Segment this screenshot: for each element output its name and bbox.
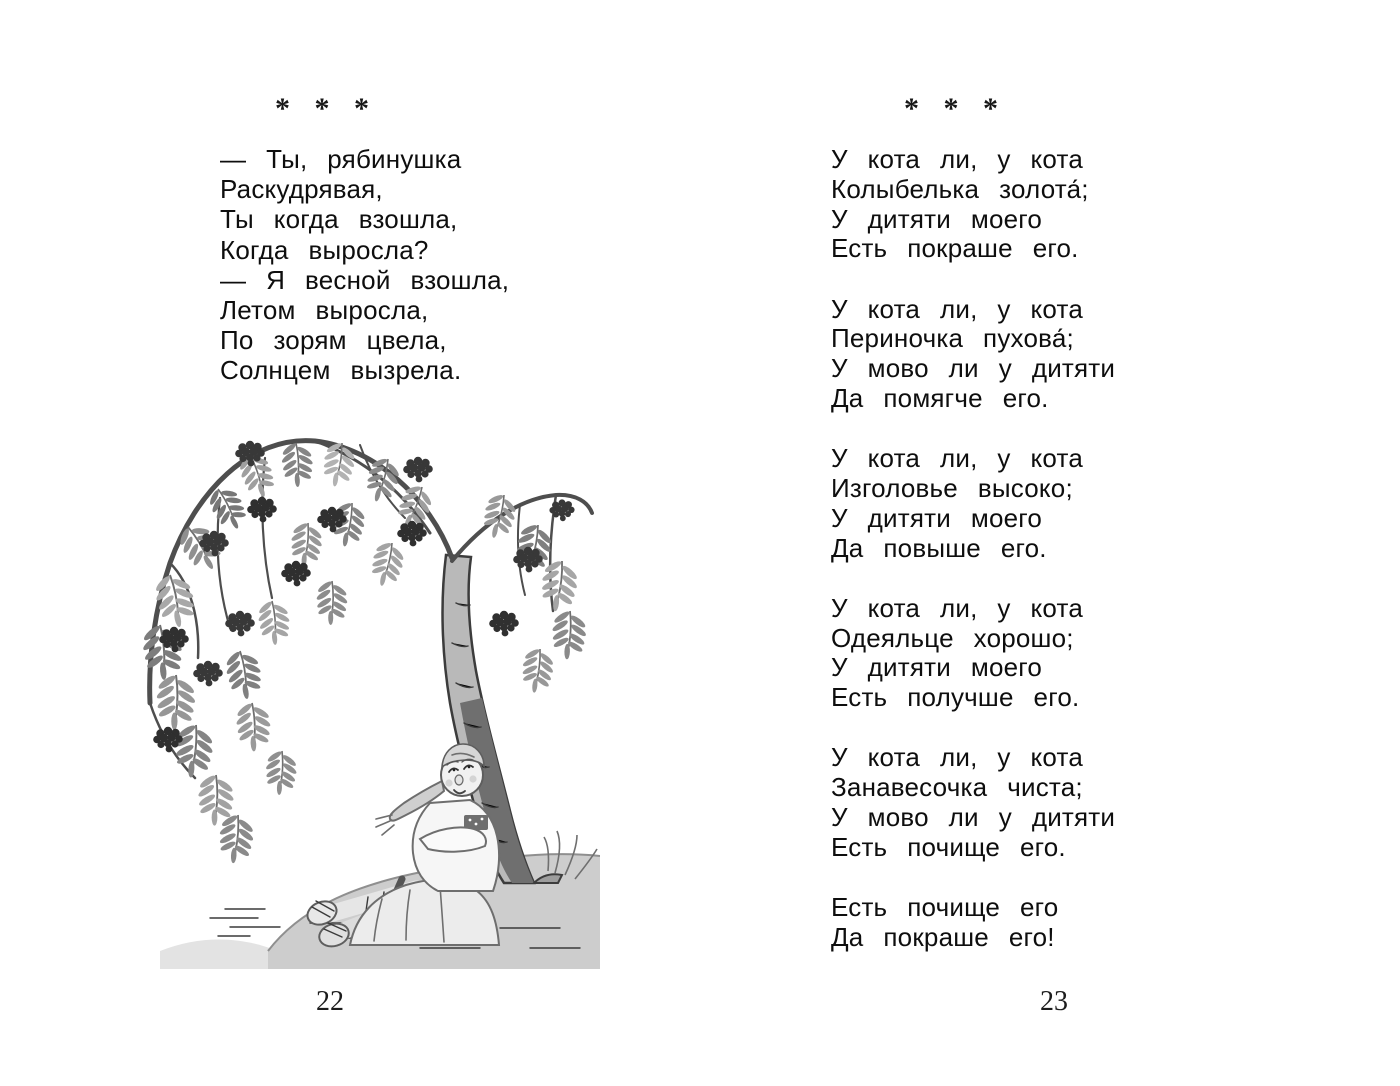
poem-line: Одеяльце хорошо;	[831, 622, 1074, 653]
page-number-right: 23	[1040, 986, 1068, 1017]
poem-stanza	[220, 144, 509, 386]
poem-line: У кота ли, у кота	[831, 144, 1083, 174]
poem-stanza	[831, 594, 1115, 713]
poem-line: По зорям цвела,	[220, 325, 447, 356]
poem-rowan-tree	[220, 144, 509, 386]
poem-line: Раскудрявая,	[220, 174, 383, 205]
poem-line: У дитяти моего	[831, 652, 1043, 683]
poem-line: У кота ли, у кота	[831, 592, 1083, 623]
poem-stanza	[831, 743, 1115, 862]
poem-line: У дитяти моего	[831, 203, 1043, 234]
poem-line: Есть получше его.	[831, 682, 1080, 713]
page-number-left: 22	[316, 986, 344, 1017]
poem-line: У кота ли, у кота	[831, 293, 1083, 324]
poem-line: Занавесочка чиста;	[831, 772, 1083, 803]
poem-line: У мово ли у дитяти	[831, 353, 1116, 384]
section-divider-stars: * * *	[275, 92, 369, 125]
poem-line: Изголовье высоко;	[831, 472, 1073, 503]
poem-line: Колыбелька золота́;	[831, 173, 1089, 204]
poem-line: Летом выросла,	[220, 295, 429, 326]
poem-line: Солнцем вызрела.	[220, 355, 462, 386]
seated-woman	[304, 744, 499, 950]
poem-line: У кота ли, у кота	[831, 443, 1083, 474]
poem-line: У дитяти моего	[831, 502, 1043, 533]
poem-cat-cradle	[831, 145, 1115, 952]
poem-stanza	[831, 295, 1115, 414]
poem-line: У мово ли у дитяти	[831, 801, 1116, 832]
poem-line: Периночка пухова́;	[831, 323, 1074, 354]
section-divider-stars: * * *	[904, 92, 998, 125]
poem-line: Да покраше его!	[831, 921, 1055, 952]
page-right	[700, 0, 1400, 1086]
poem-stanza	[831, 444, 1115, 563]
poem-line: Есть почище его	[831, 891, 1059, 922]
poem-stanza	[831, 893, 1115, 953]
poem-line: У кота ли, у кота	[831, 742, 1083, 773]
poem-line: — Ты, рябинушка	[220, 144, 462, 174]
poem-line: — Я весной взошла,	[220, 264, 510, 295]
poem-line: Да повыше его.	[831, 532, 1047, 563]
poem-line: Есть почище его.	[831, 831, 1066, 862]
poem-line: Есть покраше его.	[831, 233, 1079, 264]
poem-line: Ты когда взошла,	[220, 204, 458, 235]
poem-line: Когда выросла?	[220, 234, 429, 265]
poem-stanza	[831, 145, 1115, 264]
illustration-rowan-tree-woman	[100, 403, 600, 969]
poem-line: Да помягче его.	[831, 382, 1049, 413]
